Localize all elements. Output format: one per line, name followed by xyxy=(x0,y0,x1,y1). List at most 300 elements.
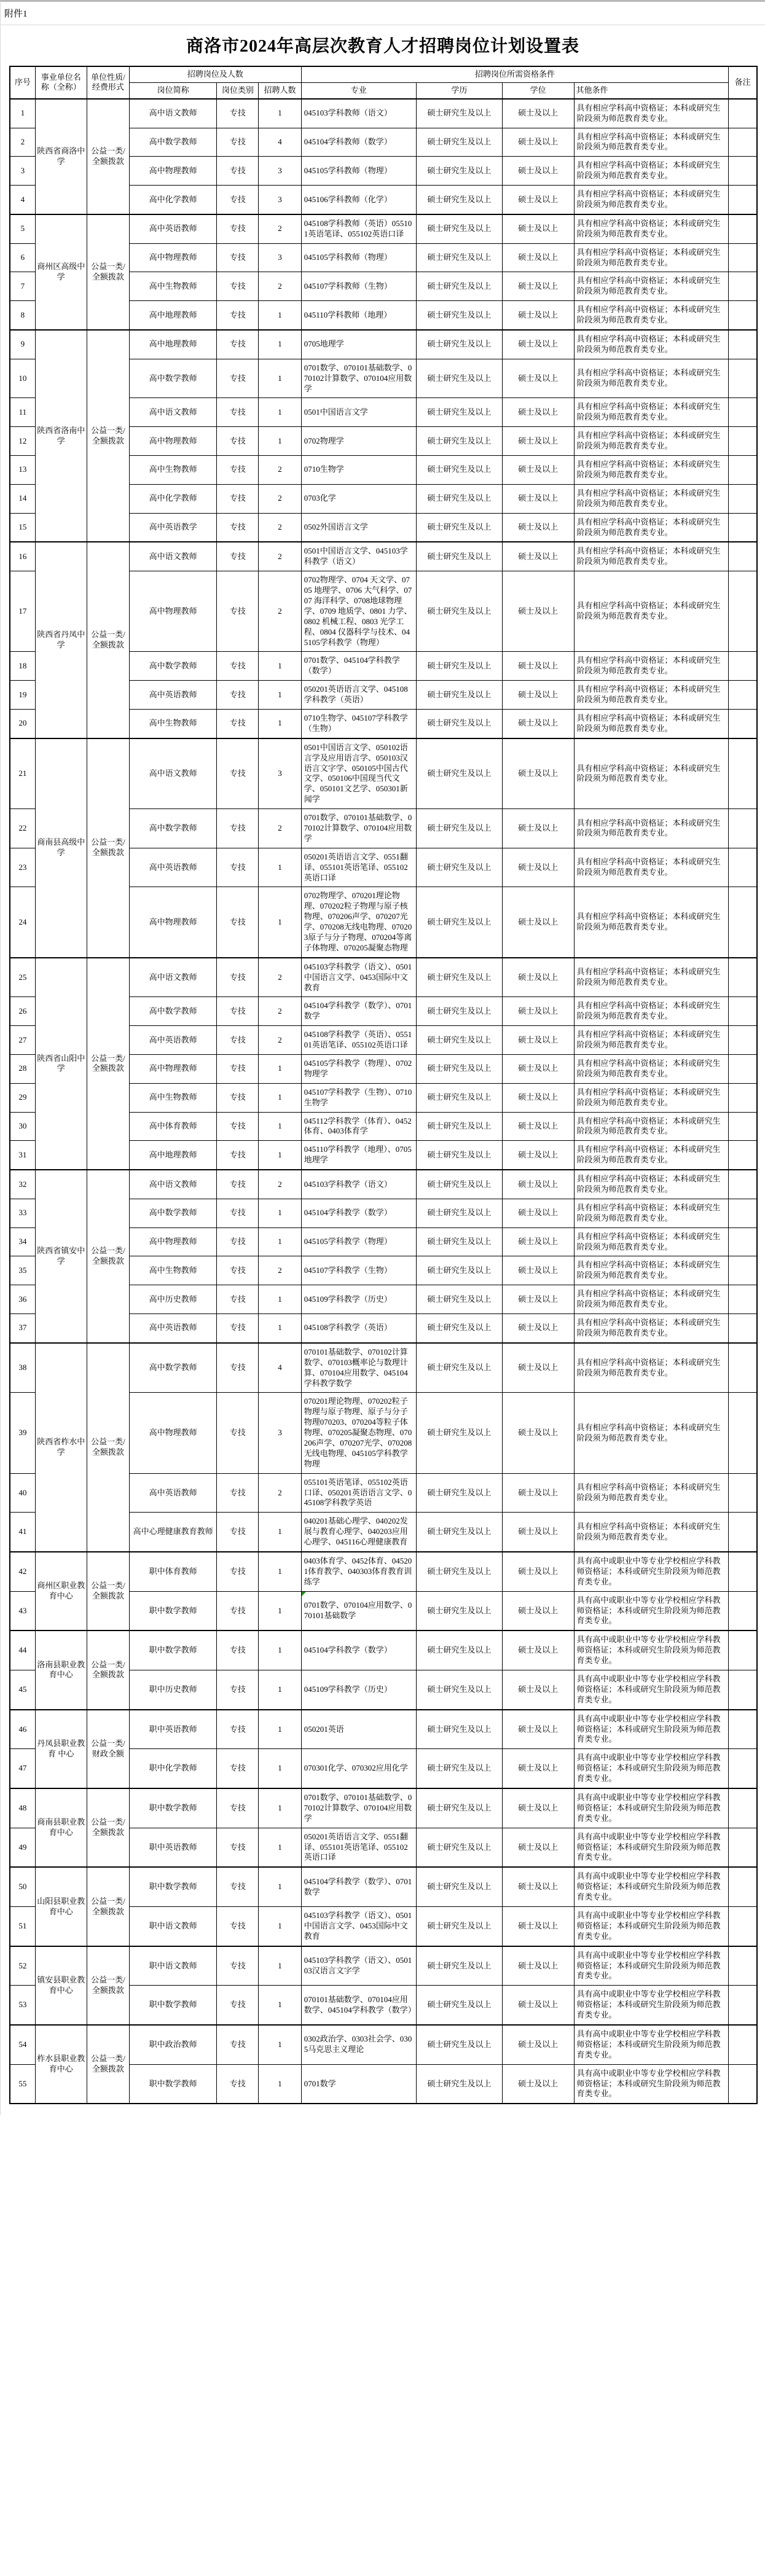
cell-unit-name: 陕西省山阳中学 xyxy=(35,958,87,1170)
cell-serial: 6 xyxy=(10,243,35,272)
cell-count: 1 xyxy=(259,1670,301,1709)
cell-other-conditions: 具有相应学科高中资格证；本科或研究生阶段须为师范教育类专业。 xyxy=(574,738,729,809)
cell-degree: 硕士及以上 xyxy=(502,243,574,272)
cell-count: 2 xyxy=(259,809,301,848)
cell-serial: 54 xyxy=(10,2025,35,2064)
cell-degree: 硕士及以上 xyxy=(502,186,574,214)
cell-degree: 硕士及以上 xyxy=(502,652,574,681)
cell-remark xyxy=(729,887,757,958)
cell-remark xyxy=(729,1393,757,1473)
cell-education: 硕士研究生及以上 xyxy=(416,301,502,330)
cell-post: 高中物理教师 xyxy=(130,1055,217,1084)
table-row xyxy=(10,1946,757,1986)
cell-other-conditions: 具有相应学科高中资格证；本科或研究生阶段须为师范教育类专业。 xyxy=(574,1170,729,1199)
cell-degree: 硕士及以上 xyxy=(502,681,574,710)
cell-education: 硕士研究生及以上 xyxy=(416,1552,502,1591)
cell-education: 硕士研究生及以上 xyxy=(416,1055,502,1084)
cell-degree: 硕士及以上 xyxy=(502,1314,574,1343)
cell-unit-nature: 公益一类/财政全额 xyxy=(87,1710,129,1788)
cell-education: 硕士研究生及以上 xyxy=(416,1631,502,1670)
cell-other-conditions: 具有相应学科高中资格证；本科或研究生阶段须为师范教育类专业。 xyxy=(574,1026,729,1055)
cell-major: 070301化学、070302应用化学 xyxy=(301,1749,416,1788)
cell-other-conditions: 具有相应学科高中资格证；本科或研究生阶段须为师范教育类专业。 xyxy=(574,1314,729,1343)
table-row xyxy=(10,738,757,809)
cell-post: 高中物理教师 xyxy=(130,887,217,958)
cell-serial: 42 xyxy=(10,1552,35,1591)
cell-count: 2 xyxy=(259,958,301,997)
cell-post-type: 专技 xyxy=(217,2025,259,2064)
cell-degree: 硕士及以上 xyxy=(502,1083,574,1112)
cell-count: 1 xyxy=(259,709,301,738)
cell-other-conditions: 具有高中或职业中等专业学校相应学科教师资格证；本科或研究生阶段须为师范教育类专业。 xyxy=(574,1749,729,1788)
cell-count: 2 xyxy=(259,542,301,571)
cell-degree: 硕士及以上 xyxy=(502,1199,574,1227)
cell-post: 高中化学教师 xyxy=(130,484,217,513)
cell-post-type: 专技 xyxy=(217,99,259,128)
cell-post-type: 专技 xyxy=(217,128,259,157)
cell-education: 硕士研究生及以上 xyxy=(416,1946,502,1986)
cell-degree: 硕士及以上 xyxy=(502,157,574,186)
cell-degree: 硕士及以上 xyxy=(502,301,574,330)
cell-major: 045103学科教学（语文）、0501中国语言文学、0453国际中文教育 xyxy=(301,958,416,997)
cell-education: 硕士研究生及以上 xyxy=(416,1227,502,1256)
cell-other-conditions: 具有相应学科高中资格证；本科或研究生阶段须为师范教育类专业。 xyxy=(574,157,729,186)
cell-education: 硕士研究生及以上 xyxy=(416,709,502,738)
attachment-row xyxy=(1,2,765,25)
cell-post-type: 专技 xyxy=(217,484,259,513)
cell-count: 1 xyxy=(259,1710,301,1749)
header-post-type: 岗位类别 xyxy=(217,82,259,98)
cell-education: 硕士研究生及以上 xyxy=(416,1026,502,1055)
cell-post-type: 专技 xyxy=(217,1788,259,1828)
cell-other-conditions: 具有相应学科高中资格证；本科或研究生阶段须为师范教育类专业。 xyxy=(574,427,729,456)
cell-serial: 12 xyxy=(10,427,35,456)
cell-other-conditions: 具有高中或职业中等专业学校相应学科教师资格证；本科或研究生阶段须为师范教育类专业。 xyxy=(574,1631,729,1670)
cell-education: 硕士研究生及以上 xyxy=(416,186,502,214)
cell-remark xyxy=(729,2025,757,2064)
cell-major: 0701数学 xyxy=(301,2064,416,2104)
cell-remark xyxy=(729,1141,757,1170)
cell-remark xyxy=(729,2064,757,2104)
cell-post: 高中语文教师 xyxy=(130,1170,217,1199)
cell-degree: 硕士及以上 xyxy=(502,1986,574,2025)
cell-unit-name: 丹凤县职业教育 中心 xyxy=(35,1710,87,1788)
cell-post: 职中英语教师 xyxy=(130,1710,217,1749)
cell-major: 045109学科教学（历史） xyxy=(301,1670,416,1709)
cell-remark xyxy=(729,1788,757,1828)
cell-serial: 17 xyxy=(10,571,35,652)
cell-post-type: 专技 xyxy=(217,2064,259,2104)
cell-post: 高中生物教师 xyxy=(130,1256,217,1285)
cell-remark xyxy=(729,1170,757,1199)
cell-post-type: 专技 xyxy=(217,1199,259,1227)
cell-other-conditions: 具有高中或职业中等专业学校相应学科教师资格证；本科或研究生阶段须为师范教育类专业。 xyxy=(574,2025,729,2064)
cell-other-conditions: 具有相应学科高中资格证；本科或研究生阶段须为师范教育类专业。 xyxy=(574,99,729,128)
page-title: 商洛市2024年高层次教育人才招聘岗位计划设置表 xyxy=(186,37,579,56)
cell-post: 高中英语教师 xyxy=(130,1473,217,1513)
cell-count: 1 xyxy=(259,1141,301,1170)
cell-count: 1 xyxy=(259,301,301,330)
cell-post: 高中语文教师 xyxy=(130,958,217,997)
cell-other-conditions: 具有相应学科高中资格证；本科或研究生阶段须为师范教育类专业。 xyxy=(574,848,729,887)
cell-remark xyxy=(729,571,757,652)
cell-post-type: 专技 xyxy=(217,997,259,1026)
cell-degree: 硕士及以上 xyxy=(502,2025,574,2064)
cell-count: 1 xyxy=(259,2064,301,2104)
cell-count: 1 xyxy=(259,848,301,887)
cell-remark xyxy=(729,652,757,681)
cell-post-type: 专技 xyxy=(217,1670,259,1709)
cell-major: 0502外国语言文学 xyxy=(301,513,416,542)
cell-other-conditions: 具有相应学科高中资格证；本科或研究生阶段须为师范教育类专业。 xyxy=(574,214,729,243)
cell-degree: 硕士及以上 xyxy=(502,513,574,542)
cell-post: 高中生物教师 xyxy=(130,709,217,738)
cell-post-type: 专技 xyxy=(217,1112,259,1141)
cell-major: 040201基础心理学、040202发展与教育心理学、040203应用心理学、045116心理健康教育 xyxy=(301,1513,416,1552)
cell-count: 1 xyxy=(259,1828,301,1867)
cell-post-type: 专技 xyxy=(217,243,259,272)
cell-count: 2 xyxy=(259,1170,301,1199)
cell-degree: 硕士及以上 xyxy=(502,542,574,571)
header-count: 招聘人数 xyxy=(259,82,301,98)
cell-education: 硕士研究生及以上 xyxy=(416,1473,502,1513)
cell-serial: 9 xyxy=(10,330,35,359)
cell-major: 0701数学、070104应用数学、070101基础数学 xyxy=(301,1591,416,1631)
cell-serial: 7 xyxy=(10,272,35,301)
cell-remark xyxy=(729,301,757,330)
cell-count: 1 xyxy=(259,427,301,456)
cell-post: 高中物理教师 xyxy=(130,427,217,456)
cell-degree: 硕士及以上 xyxy=(502,330,574,359)
cell-post: 高中语文教师 xyxy=(130,99,217,128)
cell-unit-name: 商州区职业教育中心 xyxy=(35,1552,87,1631)
cell-serial: 31 xyxy=(10,1141,35,1170)
cell-education: 硕士研究生及以上 xyxy=(416,848,502,887)
cell-serial: 15 xyxy=(10,513,35,542)
cell-post: 高中化学教师 xyxy=(130,186,217,214)
table-row xyxy=(10,214,757,243)
cell-serial: 39 xyxy=(10,1393,35,1473)
cell-count: 2 xyxy=(259,1026,301,1055)
cell-major: 0701数学、045104学科教学（数学） xyxy=(301,652,416,681)
cell-count: 3 xyxy=(259,186,301,214)
cell-post-type: 专技 xyxy=(217,272,259,301)
cell-remark xyxy=(729,1112,757,1141)
cell-serial: 32 xyxy=(10,1170,35,1199)
cell-other-conditions: 具有相应学科高中资格证；本科或研究生阶段须为师范教育类专业。 xyxy=(574,359,729,398)
cell-other-conditions: 具有相应学科高中资格证；本科或研究生阶段须为师范教育类专业。 xyxy=(574,513,729,542)
cell-education: 硕士研究生及以上 xyxy=(416,1083,502,1112)
cell-post: 高中数学教师 xyxy=(130,997,217,1026)
cell-degree: 硕士及以上 xyxy=(502,1256,574,1285)
cell-remark xyxy=(729,427,757,456)
cell-post-type: 专技 xyxy=(217,1828,259,1867)
cell-remark xyxy=(729,272,757,301)
cell-count: 4 xyxy=(259,128,301,157)
cell-post: 高中数学教师 xyxy=(130,128,217,157)
cell-other-conditions: 具有相应学科高中资格证；本科或研究生阶段须为师范教育类专业。 xyxy=(574,128,729,157)
cell-degree: 硕士及以上 xyxy=(502,2064,574,2104)
cell-serial: 21 xyxy=(10,738,35,809)
cell-post: 高中英语教师 xyxy=(130,214,217,243)
cell-remark xyxy=(729,214,757,243)
cell-serial: 10 xyxy=(10,359,35,398)
cell-serial: 13 xyxy=(10,456,35,485)
cell-serial: 37 xyxy=(10,1314,35,1343)
cell-post: 职中数学教师 xyxy=(130,1631,217,1670)
header-remark: 备注 xyxy=(729,66,757,99)
cell-count: 2 xyxy=(259,513,301,542)
cell-major: 0302政治学、0303社会学、0305马克思主义理论 xyxy=(301,2025,416,2064)
cell-unit-nature: 公益一类/全额拨款 xyxy=(87,542,129,738)
cell-major: 045103学科教学（语文）、0501中国语言文学、0453国际中文教育 xyxy=(301,1907,416,1946)
header-education: 学历 xyxy=(416,82,502,98)
cell-remark xyxy=(729,1513,757,1552)
cell-other-conditions: 具有高中或职业中等专业学校相应学科教师资格证；本科或研究生阶段须为师范教育类专业。 xyxy=(574,1907,729,1946)
cell-other-conditions: 具有相应学科高中资格证；本科或研究生阶段须为师范教育类专业。 xyxy=(574,484,729,513)
cell-remark xyxy=(729,1552,757,1591)
attachment-label: 附件1 xyxy=(4,9,28,19)
cell-serial: 8 xyxy=(10,301,35,330)
cell-remark xyxy=(729,186,757,214)
cell-degree: 硕士及以上 xyxy=(502,1788,574,1828)
header-row-1 xyxy=(10,66,757,82)
cell-serial: 47 xyxy=(10,1749,35,1788)
header-unit-name: 事业单位名称（全称） xyxy=(35,66,87,99)
cell-post-type: 专技 xyxy=(217,1343,259,1393)
cell-unit-nature: 公益一类/全额拨款 xyxy=(87,99,129,214)
header-post: 岗位简称 xyxy=(130,82,217,98)
cell-major: 0701数学、070101基础数学、070102计算数学、070104应用数学 xyxy=(301,1788,416,1828)
cell-education: 硕士研究生及以上 xyxy=(416,571,502,652)
cell-other-conditions: 具有高中或职业中等专业学校相应学科教师资格证；本科或研究生阶段须为师范教育类专业。 xyxy=(574,1986,729,2025)
cell-serial: 5 xyxy=(10,214,35,243)
cell-post: 高中体育教师 xyxy=(130,1112,217,1141)
cell-degree: 硕士及以上 xyxy=(502,1867,574,1906)
cell-post-type: 专技 xyxy=(217,958,259,997)
cell-count: 2 xyxy=(259,272,301,301)
table-row xyxy=(10,1710,757,1749)
cell-post: 高中物理教师 xyxy=(130,243,217,272)
cell-count: 1 xyxy=(259,398,301,427)
cell-count: 2 xyxy=(259,1473,301,1513)
cell-post: 高中地理教师 xyxy=(130,301,217,330)
cell-education: 硕士研究生及以上 xyxy=(416,1828,502,1867)
cell-education: 硕士研究生及以上 xyxy=(416,542,502,571)
cell-other-conditions: 具有相应学科高中资格证；本科或研究生阶段须为师范教育类专业。 xyxy=(574,1112,729,1141)
header-major: 专业 xyxy=(301,82,416,98)
cell-count: 3 xyxy=(259,1393,301,1473)
cell-count: 1 xyxy=(259,99,301,128)
cell-count: 1 xyxy=(259,1946,301,1986)
cell-education: 硕士研究生及以上 xyxy=(416,1285,502,1314)
cell-education: 硕士研究生及以上 xyxy=(416,2064,502,2104)
cell-degree: 硕士及以上 xyxy=(502,484,574,513)
cell-unit-nature: 公益一类/全额拨款 xyxy=(87,1552,129,1631)
cell-post: 高中语文教师 xyxy=(130,738,217,809)
cell-post: 高中物理教师 xyxy=(130,1393,217,1473)
cell-remark xyxy=(729,1256,757,1285)
cell-education: 硕士研究生及以上 xyxy=(416,1710,502,1749)
cell-education: 硕士研究生及以上 xyxy=(416,1591,502,1631)
cell-major: 070201理论物理、070202粒子物理与原子物理、原子与分子物理070203、070204等粒子体物理、070205凝聚态物理、070206声学、070207光学、070208无线电物理、045105学科教学物理 xyxy=(301,1393,416,1473)
cell-degree: 硕士及以上 xyxy=(502,958,574,997)
cell-major: 045107学科教学（生物） xyxy=(301,1256,416,1285)
cell-remark xyxy=(729,997,757,1026)
cell-major: 0501中国语言文学、045103学科教学（语文） xyxy=(301,542,416,571)
cell-other-conditions: 具有相应学科高中资格证；本科或研究生阶段须为师范教育类专业。 xyxy=(574,398,729,427)
cell-remark xyxy=(729,542,757,571)
cell-post: 职中数学教师 xyxy=(130,1788,217,1828)
cell-education: 硕士研究生及以上 xyxy=(416,456,502,485)
cell-remark xyxy=(729,1343,757,1393)
cell-remark xyxy=(729,1083,757,1112)
cell-remark xyxy=(729,1285,757,1314)
cell-count: 1 xyxy=(259,681,301,710)
cell-other-conditions: 具有相应学科高中资格证；本科或研究生阶段须为师范教育类专业。 xyxy=(574,681,729,710)
cell-degree: 硕士及以上 xyxy=(502,99,574,128)
cell-other-conditions: 具有相应学科高中资格证；本科或研究生阶段须为师范教育类专业。 xyxy=(574,1141,729,1170)
cell-count: 1 xyxy=(259,330,301,359)
cell-post-type: 专技 xyxy=(217,1141,259,1170)
cell-major: 0702物理学、070201理论物理、070202粒子物理与原子核物理、070206声学、070207光学、070208无线电物理、070203原子与分子物理、070204等离子体物理、070205凝聚态物理 xyxy=(301,887,416,958)
cell-serial: 51 xyxy=(10,1907,35,1946)
cell-post-type: 专技 xyxy=(217,848,259,887)
cell-other-conditions: 具有相应学科高中资格证；本科或研究生阶段须为师范教育类专业。 xyxy=(574,1473,729,1513)
cell-education: 硕士研究生及以上 xyxy=(416,2025,502,2064)
cell-unit-name: 陕西省洛南中学 xyxy=(35,330,87,542)
cell-count: 1 xyxy=(259,1591,301,1631)
cell-other-conditions: 具有相应学科高中资格证；本科或研究生阶段须为师范教育类专业。 xyxy=(574,652,729,681)
table-row xyxy=(10,1170,757,1199)
cell-post: 高中历史教师 xyxy=(130,1285,217,1314)
cell-remark xyxy=(729,958,757,997)
cell-other-conditions: 具有相应学科高中资格证；本科或研究生阶段须为师范教育类专业。 xyxy=(574,456,729,485)
cell-other-conditions: 具有相应学科高中资格证；本科或研究生阶段须为师范教育类专业。 xyxy=(574,1343,729,1393)
cell-remark xyxy=(729,738,757,809)
cell-post-type: 专技 xyxy=(217,887,259,958)
cell-serial: 18 xyxy=(10,652,35,681)
table-row xyxy=(10,1552,757,1591)
cell-remark xyxy=(729,513,757,542)
cell-post-type: 专技 xyxy=(217,330,259,359)
cell-major: 045104学科教学（数学）、0701数学 xyxy=(301,1867,416,1906)
cell-remark xyxy=(729,1986,757,2025)
cell-post: 职中数学教师 xyxy=(130,1591,217,1631)
header-other: 其他条件 xyxy=(574,82,729,98)
cell-post: 高中生物教师 xyxy=(130,456,217,485)
cell-post-type: 专技 xyxy=(217,1552,259,1591)
cell-major: 045104学科教学（数学） xyxy=(301,1199,416,1227)
cell-other-conditions: 具有高中或职业中等专业学校相应学科教师资格证；本科或研究生阶段须为师范教育类专业。 xyxy=(574,1946,729,1986)
cell-count: 2 xyxy=(259,1256,301,1285)
cell-major: 045104学科教学（数学）、0701 数学 xyxy=(301,997,416,1026)
cell-count: 1 xyxy=(259,1552,301,1591)
cell-remark xyxy=(729,809,757,848)
cell-education: 硕士研究生及以上 xyxy=(416,1314,502,1343)
cell-post-type: 专技 xyxy=(217,1055,259,1084)
cell-education: 硕士研究生及以上 xyxy=(416,272,502,301)
cell-serial: 38 xyxy=(10,1343,35,1393)
cell-remark xyxy=(729,243,757,272)
cell-serial: 1 xyxy=(10,99,35,128)
cell-unit-nature: 公益一类/全额拨款 xyxy=(87,1170,129,1343)
cell-other-conditions: 具有相应学科高中资格证；本科或研究生阶段须为师范教育类专业。 xyxy=(574,186,729,214)
cell-education: 硕士研究生及以上 xyxy=(416,1141,502,1170)
cell-degree: 硕士及以上 xyxy=(502,997,574,1026)
cell-education: 硕士研究生及以上 xyxy=(416,887,502,958)
cell-post: 高中英语教学 xyxy=(130,513,217,542)
cell-education: 硕士研究生及以上 xyxy=(416,398,502,427)
cell-education: 硕士研究生及以上 xyxy=(416,1170,502,1199)
cell-degree: 硕士及以上 xyxy=(502,456,574,485)
cell-unit-name: 陕西省镇安中学 xyxy=(35,1170,87,1343)
cell-degree: 硕士及以上 xyxy=(502,427,574,456)
cell-post: 职中体育教师 xyxy=(130,1552,217,1591)
cell-post: 高中生物教师 xyxy=(130,1083,217,1112)
cell-count: 1 xyxy=(259,887,301,958)
table-row xyxy=(10,330,757,359)
cell-major: 045110学科教师（地理） xyxy=(301,301,416,330)
header-serial: 序号 xyxy=(10,66,35,99)
cell-education: 硕士研究生及以上 xyxy=(416,1867,502,1906)
cell-remark xyxy=(729,1670,757,1709)
cell-count: 2 xyxy=(259,214,301,243)
cell-other-conditions: 具有相应学科高中资格证；本科或研究生阶段须为师范教育类专业。 xyxy=(574,542,729,571)
cell-degree: 硕士及以上 xyxy=(502,1055,574,1084)
cell-post: 高中英语教师 xyxy=(130,848,217,887)
cell-post-type: 专技 xyxy=(217,1867,259,1906)
cell-education: 硕士研究生及以上 xyxy=(416,128,502,157)
cell-remark xyxy=(729,456,757,485)
cell-post-type: 专技 xyxy=(217,359,259,398)
cell-remark xyxy=(729,1710,757,1749)
cell-post-type: 专技 xyxy=(217,1083,259,1112)
cell-serial: 34 xyxy=(10,1227,35,1256)
cell-unit-nature: 公益一类/全额拨款 xyxy=(87,958,129,1170)
cell-education: 硕士研究生及以上 xyxy=(416,99,502,128)
cell-post: 高中生物教师 xyxy=(130,272,217,301)
cell-remark xyxy=(729,1867,757,1906)
cell-serial: 53 xyxy=(10,1986,35,2025)
cell-post-type: 专技 xyxy=(217,1513,259,1552)
cell-unit-nature: 公益一类/全额拨款 xyxy=(87,1343,129,1552)
cell-unit-name: 商州区高级中学 xyxy=(35,214,87,330)
cell-degree: 硕士及以上 xyxy=(502,1907,574,1946)
table-header xyxy=(10,66,757,99)
cell-post-type: 专技 xyxy=(217,571,259,652)
cell-serial: 44 xyxy=(10,1631,35,1670)
cell-degree: 硕士及以上 xyxy=(502,214,574,243)
cell-post: 高中地理教师 xyxy=(130,330,217,359)
cell-post: 职中历史教师 xyxy=(130,1670,217,1709)
cell-post-type: 专技 xyxy=(217,427,259,456)
cell-post-type: 专技 xyxy=(217,709,259,738)
cell-major: 050201英语语言文学、0551翻译、055101英语笔译、055102英语口译 xyxy=(301,1828,416,1867)
cell-count: 1 xyxy=(259,1285,301,1314)
cell-remark xyxy=(729,1946,757,1986)
cell-post: 高中英语教师 xyxy=(130,1026,217,1055)
cell-degree: 硕士及以上 xyxy=(502,1343,574,1393)
cell-post-type: 专技 xyxy=(217,1227,259,1256)
cell-post-type: 专技 xyxy=(217,1710,259,1749)
cell-count: 1 xyxy=(259,1083,301,1112)
cell-remark xyxy=(729,128,757,157)
cell-education: 硕士研究生及以上 xyxy=(416,427,502,456)
cell-major: 045105学科教师（物理） xyxy=(301,243,416,272)
cell-post-type: 专技 xyxy=(217,1946,259,1986)
cell-other-conditions: 具有相应学科高中资格证；本科或研究生阶段须为师范教育类专业。 xyxy=(574,997,729,1026)
